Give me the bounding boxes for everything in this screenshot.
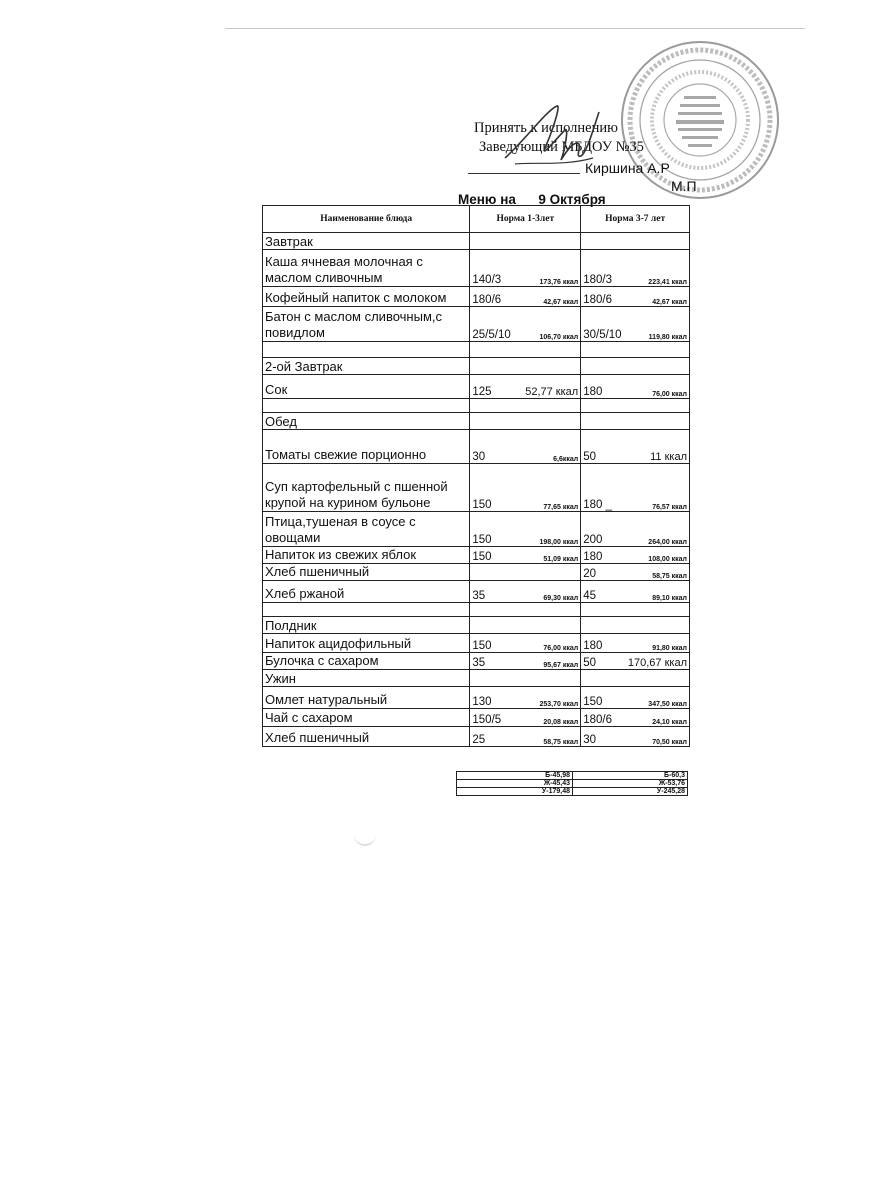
calorie-value: 108,00 ккал	[648, 556, 687, 563]
menu-table	[262, 205, 690, 747]
norm-3-7-cell	[581, 233, 690, 250]
calorie-value: 42,67 ккал	[543, 299, 579, 306]
norm-3-7-cell	[581, 430, 690, 464]
portion-value: 130	[472, 696, 492, 708]
blank-row	[263, 399, 690, 413]
norm-3-7-cell	[581, 687, 690, 709]
portion-value: 50	[583, 451, 596, 463]
calorie-value: 51,09 ккал	[543, 556, 579, 563]
norm-3-7-cell	[581, 670, 690, 687]
section-row	[263, 670, 690, 687]
portion-value: 35	[472, 657, 486, 669]
calorie-value: 24,10 ккал	[652, 719, 687, 726]
dish-name: Напиток из свежих яблок	[263, 547, 470, 564]
calorie-value: 52,77 ккал	[525, 386, 579, 398]
stamp-place-label: М.П	[671, 178, 697, 194]
totals-row	[457, 788, 688, 796]
portion-value: 150	[472, 640, 492, 652]
norm-1-3-cell	[470, 727, 581, 747]
calorie-value: 20,08 ккал	[543, 719, 579, 726]
norm-1-3-cell	[470, 250, 581, 287]
dish-name: Булочка с сахаром	[263, 653, 470, 670]
norm-3-7-cell	[581, 617, 690, 634]
section-name: Полдник	[263, 617, 470, 634]
portion-value: 25	[472, 734, 486, 746]
column-header-age-3-7: Норма 3-7 лет	[581, 206, 690, 233]
scan-edge-line	[225, 28, 805, 29]
table-row	[263, 250, 690, 287]
dish-name: Батон с маслом сливочным,с повидлом	[263, 307, 470, 342]
total-1-3: У-179,48	[457, 788, 573, 796]
norm-1-3-cell	[470, 430, 581, 464]
total-3-7: У-245,28	[573, 788, 688, 796]
portion-value: 200	[583, 534, 603, 546]
section-name: 2-ой Завтрак	[263, 358, 470, 375]
table-row	[263, 727, 690, 747]
norm-1-3-cell	[470, 687, 581, 709]
calorie-value: 223,41 ккал	[648, 279, 687, 286]
norm-1-3-cell	[470, 709, 581, 727]
norm-1-3-cell	[470, 512, 581, 547]
norm-3-7-cell	[581, 564, 690, 581]
norm-1-3-cell	[470, 287, 581, 307]
norm-1-3-cell	[470, 634, 581, 653]
calorie-value: 91,80 ккал	[652, 645, 687, 652]
portion-value: 180/3	[583, 274, 612, 286]
calorie-value: 58,75 ккал	[652, 573, 687, 580]
calorie-value: 70,50 ккал	[652, 739, 687, 746]
calorie-value: 42,67 ккал	[652, 299, 687, 306]
calorie-value: 58,75 ккал	[543, 739, 579, 746]
section-name: Ужин	[263, 670, 470, 687]
portion-value: 150	[472, 534, 492, 546]
calorie-value: 95,67 ккал	[543, 662, 579, 669]
norm-1-3-cell	[470, 233, 581, 250]
dish-name: Напиток ацидофильный	[263, 634, 470, 653]
calorie-value: 11 ккал	[650, 451, 687, 463]
norm-3-7-cell	[581, 250, 690, 287]
calorie-value: 253,70 ккал	[539, 701, 579, 708]
table-row	[263, 709, 690, 727]
norm-3-7-cell	[581, 727, 690, 747]
norm-1-3-cell	[470, 617, 581, 634]
blank-row	[263, 603, 690, 617]
calorie-value: 264,00 ккал	[648, 539, 687, 546]
norm-3-7-cell	[581, 307, 690, 342]
table-row	[263, 547, 690, 564]
table-header-row	[263, 206, 690, 233]
portion-value: 125	[472, 386, 492, 398]
portion-value: 30	[472, 451, 486, 463]
nutrient-totals-table	[456, 771, 688, 796]
norm-3-7-cell	[581, 709, 690, 727]
norm-1-3-cell	[470, 564, 581, 581]
dish-name: Омлет натуральный	[263, 687, 470, 709]
calorie-value: 76,00 ккал	[543, 645, 579, 652]
norm-3-7-cell	[581, 358, 690, 375]
portion-value: 150	[583, 696, 603, 708]
norm-1-3-cell	[470, 464, 581, 512]
table-row	[263, 653, 690, 670]
section-row	[263, 413, 690, 430]
portion-value: 20	[583, 568, 596, 580]
calorie-value: 6,6ккал	[553, 456, 579, 463]
portion-value: 180	[583, 640, 603, 652]
calorie-value: 77,65 ккал	[543, 504, 579, 511]
portion-value: 180 _	[583, 499, 612, 511]
portion-value: 50	[583, 657, 596, 669]
table-row	[263, 307, 690, 342]
blank-row	[263, 342, 690, 358]
norm-1-3-cell	[470, 307, 581, 342]
dish-name: Кофейный напиток с молоком	[263, 287, 470, 307]
norm-1-3-cell	[470, 413, 581, 430]
column-header-age-1-3: Норма 1-3лет	[470, 206, 581, 233]
column-header-dish: Наименование блюда	[263, 206, 470, 233]
table-row	[263, 375, 690, 399]
norm-1-3-cell	[470, 375, 581, 399]
calorie-value: 119,80 ккал	[648, 334, 687, 341]
table-row	[263, 464, 690, 512]
calorie-value: 76,57 ккал	[652, 504, 687, 511]
norm-3-7-cell	[581, 399, 690, 413]
norm-3-7-cell	[581, 603, 690, 617]
norm-3-7-cell	[581, 547, 690, 564]
norm-1-3-cell	[470, 653, 581, 670]
calorie-value: 198,00 ккал	[539, 539, 579, 546]
portion-value: 30	[583, 734, 596, 746]
norm-1-3-cell	[470, 399, 581, 413]
section-row	[263, 358, 690, 375]
norm-1-3-cell	[470, 581, 581, 603]
norm-3-7-cell	[581, 464, 690, 512]
portion-value: 180/6	[583, 294, 612, 306]
portion-value: 140/3	[472, 274, 502, 286]
table-row	[263, 581, 690, 603]
section-name: Обед	[263, 413, 470, 430]
norm-3-7-cell	[581, 653, 690, 670]
portion-value: 45	[583, 590, 596, 602]
portion-value: 180	[583, 551, 603, 563]
section-name: Завтрак	[263, 233, 470, 250]
norm-3-7-cell	[581, 287, 690, 307]
calorie-value: 170,67 ккал	[627, 657, 687, 669]
portion-value: 150	[472, 551, 492, 563]
norm-3-7-cell	[581, 581, 690, 603]
scan-smudge	[354, 828, 376, 846]
total-1-3: Б-45,98	[457, 772, 573, 780]
norm-3-7-cell	[581, 375, 690, 399]
norm-1-3-cell	[470, 358, 581, 375]
approval-line: Принять к исполнению	[474, 120, 618, 136]
section-row	[263, 617, 690, 634]
official-seal-stamp	[618, 38, 783, 203]
total-1-3: Ж-45,43	[457, 780, 573, 788]
calorie-value: 76,00 ккал	[652, 391, 687, 398]
dish-name: Каша ячневая молочная с маслом сливочным	[263, 250, 470, 287]
portion-value: 25/5/10	[472, 329, 511, 341]
table-row	[263, 687, 690, 709]
dish-name: Хлеб пшеничный	[263, 564, 470, 581]
portion-value: 180/6	[472, 294, 502, 306]
totals-row	[457, 772, 688, 780]
calorie-value: 173,76 ккал	[539, 279, 579, 286]
portion-value: 150	[472, 499, 492, 511]
calorie-value: 347,50 ккал	[648, 701, 687, 708]
norm-1-3-cell	[470, 342, 581, 358]
dish-name: Сок	[263, 375, 470, 399]
calorie-value: 106,70 ккал	[539, 334, 579, 341]
norm-3-7-cell	[581, 634, 690, 653]
total-3-7: Б-60,3	[573, 772, 688, 780]
table-row	[263, 564, 690, 581]
menu-title: Меню на 9 Октября	[458, 192, 606, 207]
portion-value: 150/5	[472, 714, 502, 726]
table-row	[263, 430, 690, 464]
head-name: Киршина А.Р	[585, 160, 670, 176]
norm-3-7-cell	[581, 512, 690, 547]
table-row	[263, 287, 690, 307]
totals-row	[457, 780, 688, 788]
portion-value: 180/6	[583, 714, 612, 726]
norm-1-3-cell	[470, 547, 581, 564]
norm-1-3-cell	[470, 670, 581, 687]
total-3-7: Ж-53,76	[573, 780, 688, 788]
portion-value: 35	[472, 590, 486, 602]
portion-value: 180	[583, 386, 603, 398]
norm-3-7-cell	[581, 413, 690, 430]
dish-name: Хлеб пшеничный	[263, 727, 470, 747]
section-row	[263, 233, 690, 250]
dish-name: Суп картофельный с пшенной крупой на курином бульоне	[263, 464, 470, 512]
table-row	[263, 512, 690, 547]
dish-name: Птица,тушеная в соусе с овощами	[263, 512, 470, 547]
norm-1-3-cell	[470, 603, 581, 617]
dish-name: Томаты свежие порционно	[263, 430, 470, 464]
dish-name: Чай с сахаром	[263, 709, 470, 727]
calorie-value: 69,30 ккал	[543, 595, 579, 602]
table-row	[263, 634, 690, 653]
dish-name: Хлеб ржаной	[263, 581, 470, 603]
portion-value: 30/5/10	[583, 329, 622, 341]
handwritten-signature	[495, 100, 610, 175]
norm-3-7-cell	[581, 342, 690, 358]
calorie-value: 89,10 ккал	[652, 595, 687, 602]
menu-body	[263, 233, 690, 747]
head-position-line: Заведующий МБДОУ №35	[479, 139, 644, 155]
